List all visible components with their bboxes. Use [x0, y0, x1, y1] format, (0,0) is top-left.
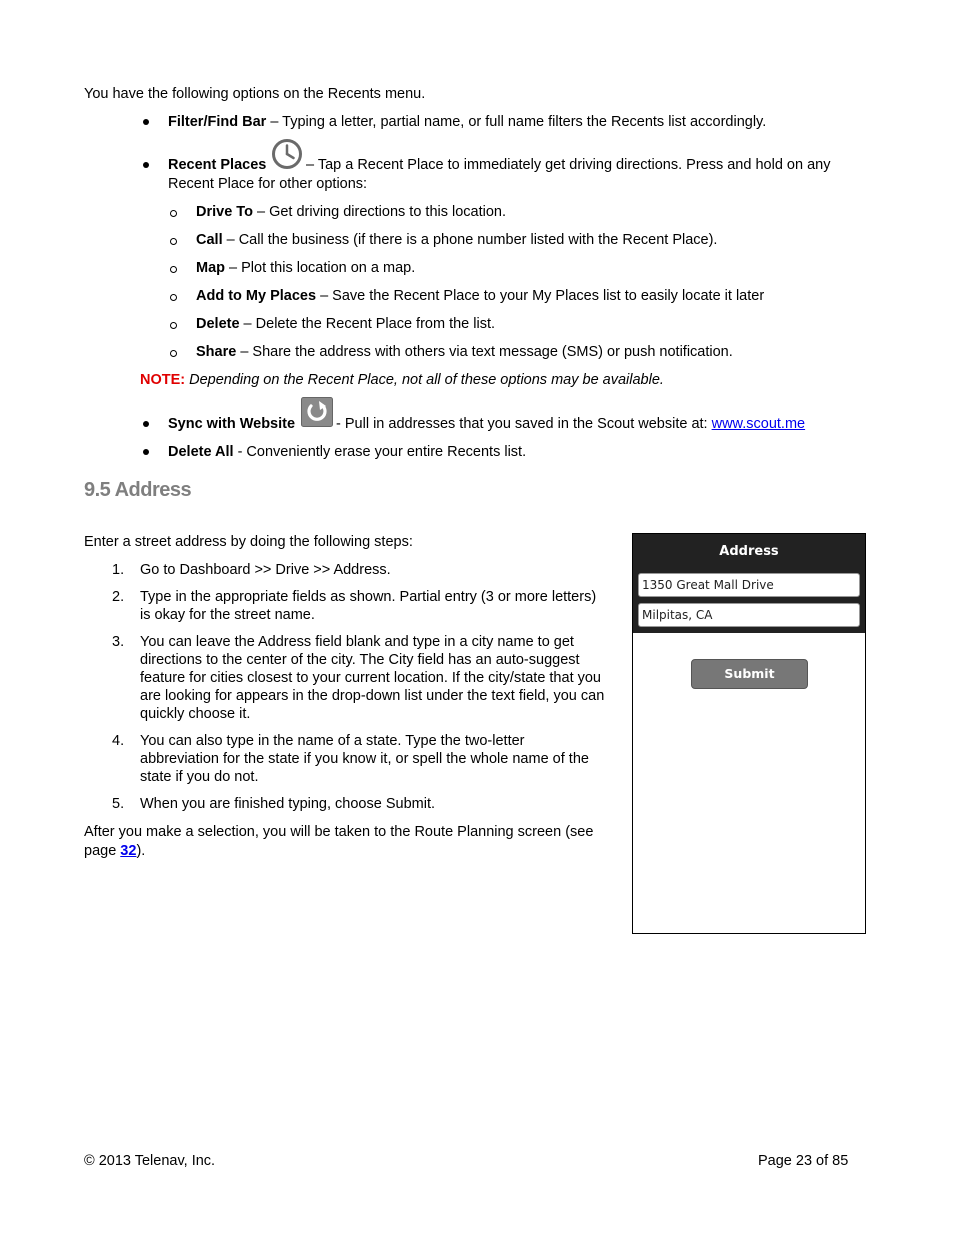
sub-option-label: Delete — [196, 316, 240, 332]
sub-bullet — [170, 350, 177, 357]
after-text-line2 — [84, 842, 145, 860]
step-text: abbreviation for the state if you know it, or spell the whole name of the — [140, 751, 589, 767]
sub-bullet — [170, 322, 177, 329]
sub-option-drive-to — [196, 203, 506, 221]
after-text-pre: page — [84, 843, 121, 859]
sub-option-text: – Call the business (if there is a phone number listed with the Recent Place). — [222, 232, 718, 248]
bullet-recent-text2: Recent Place for other options: — [168, 176, 368, 192]
bullet-deleteall-label: Delete All — [168, 444, 234, 460]
sync-icon — [301, 397, 333, 427]
sub-option-text: – Get driving directions to this location. — [252, 204, 507, 220]
bullet-dot — [143, 421, 149, 427]
bullet-recent-text1: – Tap a Recent Place to immediately get driving directions. Press and hold on any — [306, 157, 831, 173]
step-text: feature for cities closest to your current location. If the city/state that you — [140, 670, 601, 686]
sub-option-share — [196, 343, 733, 361]
sub-option-text: – Plot this location on a map. — [225, 260, 416, 276]
sub-option-text: – Delete the Recent Place from the list. — [239, 316, 496, 332]
intro-text: You have the following options on the Recents menu. — [84, 86, 426, 102]
scout-website-link[interactable]: www.scout.me — [711, 416, 806, 432]
note — [140, 371, 664, 389]
sub-option-label: Call — [196, 232, 223, 248]
bullet-delete-all — [168, 443, 526, 461]
step-text: Go to Dashboard >> Drive >> Address. — [140, 562, 391, 578]
after-text-line1: After you make a selection, you will be taken to the Route Planning screen (see — [84, 824, 594, 840]
sub-option-map — [196, 259, 415, 277]
bullet-sync-text: - Pull in addresses that you saved in the Scout website at: — [336, 416, 712, 432]
bullet-filter — [168, 113, 766, 131]
step-number: 1. — [112, 562, 125, 578]
step-text: are looking for appears in the drop-down list under the text field, you can — [140, 688, 605, 704]
sub-bullet — [170, 266, 177, 273]
bullet-recent-label: Recent Places — [168, 157, 267, 173]
page-32-link[interactable]: 32 — [120, 843, 137, 859]
sub-option-label: Add to My Places — [196, 288, 317, 304]
sub-bullet — [170, 294, 177, 301]
bullet-deleteall-text: - Conveniently erase your entire Recents list. — [233, 444, 527, 460]
bullet-sync-label-line — [168, 415, 295, 433]
sub-option-text: – Share the address with others via text message (SMS) or push notification. — [236, 344, 733, 360]
sub-option-label: Map — [196, 260, 225, 276]
address-input[interactable]: 1350 Great Mall Drive — [638, 573, 860, 597]
step-text: When you are finished typing, choose Submit. — [140, 796, 435, 812]
note-label: NOTE: — [140, 372, 186, 388]
step-number: 3. — [112, 634, 125, 650]
sub-option-label: Share — [196, 344, 237, 360]
step-number: 5. — [112, 796, 125, 812]
sub-option-delete — [196, 315, 495, 333]
bullet-dot — [143, 162, 149, 168]
sub-bullet — [170, 238, 177, 245]
section-heading: 9.5 Address — [84, 479, 192, 501]
bullet-dot — [143, 449, 149, 455]
sub-option-add-to-my-places — [196, 287, 764, 305]
step-text: You can also type in the name of a state. Type the two-letter — [140, 733, 525, 749]
after-text-post: ). — [136, 843, 146, 859]
step-text: You can leave the Address field blank and type in a city name to get — [140, 634, 574, 650]
sub-option-text: – Save the Recent Place to your My Places list to easily locate it later — [316, 288, 765, 304]
bullet-sync-label: Sync with Website — [168, 416, 296, 432]
bullet-filter-text: – Typing a letter, partial name, or full name filters the Recents list accordingly. — [266, 114, 767, 130]
step-number: 4. — [112, 733, 125, 749]
bullet-filter-label: Filter/Find Bar — [168, 114, 267, 130]
bullet-sync-text-line — [336, 415, 805, 433]
city-input[interactable]: Milpitas, CA — [638, 603, 860, 627]
step-text: quickly choose it. — [140, 706, 251, 722]
step-text: Type in the appropriate fields as shown. Partial entry (3 or more letters) — [140, 589, 597, 605]
step-text: is okay for the street name. — [140, 607, 315, 623]
note-text: Depending on the Recent Place, not all of these options may be available. — [185, 372, 664, 388]
clock-icon — [272, 139, 302, 169]
bullet-recent-label-line — [168, 156, 266, 174]
footer-copyright: © 2013 Telenav, Inc. — [84, 1153, 216, 1169]
footer-page-number: Page 23 of 85 — [758, 1153, 849, 1169]
sub-option-call — [196, 231, 717, 249]
step-text: directions to the center of the city. The City field has an auto-suggest — [140, 652, 580, 668]
address-screen-header — [633, 534, 865, 633]
step-number: 2. — [112, 589, 125, 605]
submit-button[interactable]: Submit — [691, 659, 808, 689]
address-screen-title: Address — [719, 544, 779, 559]
section-intro: Enter a street address by doing the following steps: — [84, 534, 413, 550]
sub-option-label: Drive To — [196, 204, 253, 220]
address-screen-screenshot — [632, 533, 866, 934]
bullet-dot — [143, 119, 149, 125]
step-text: state if you do not. — [140, 769, 259, 785]
sub-bullet — [170, 210, 177, 217]
